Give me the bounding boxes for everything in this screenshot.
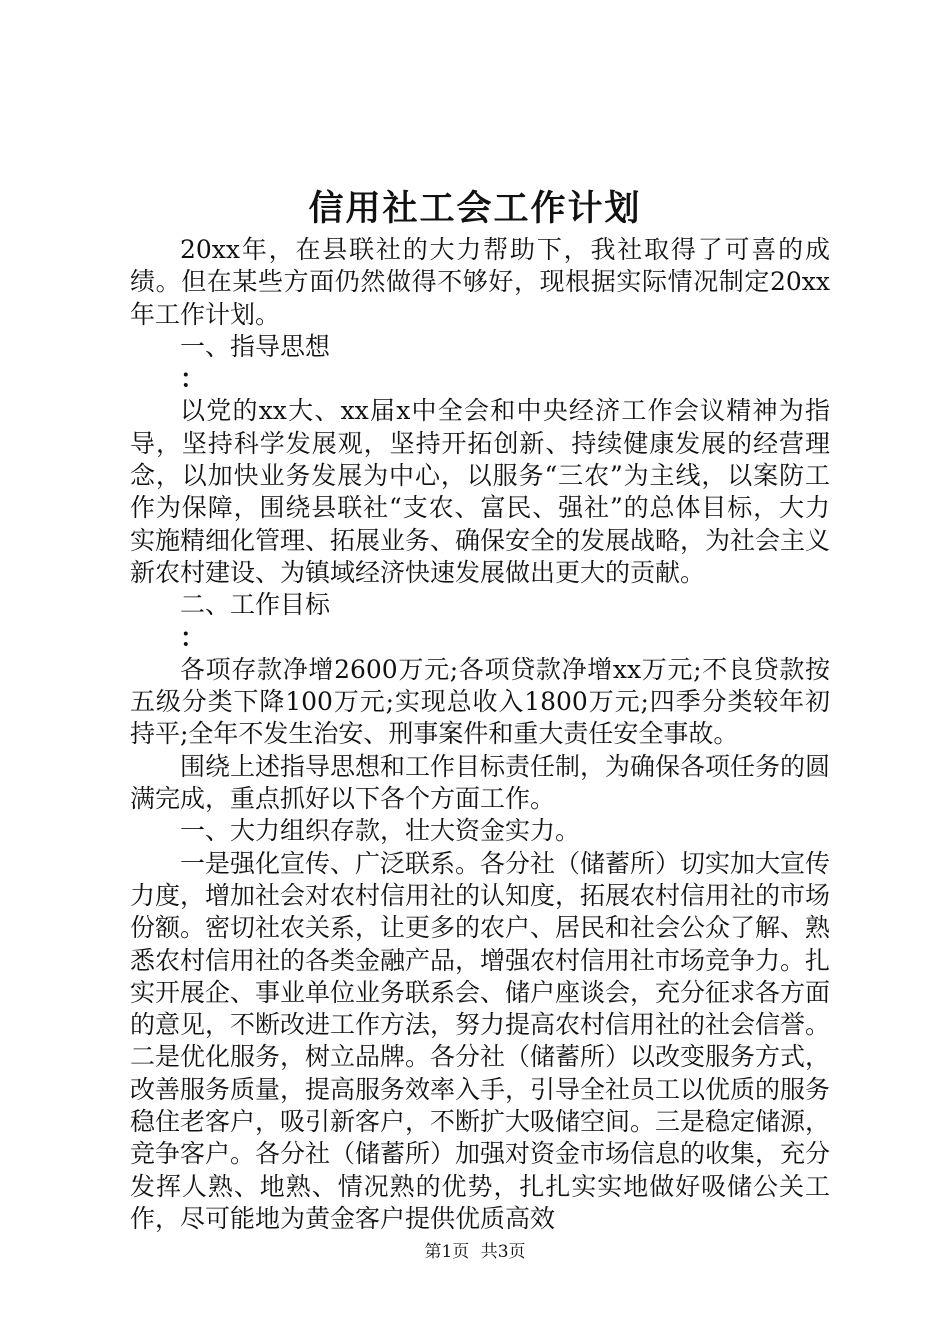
heading-deposits: 一、大力组织存款，壮大资金实力。	[180, 816, 581, 846]
page-number: 第1页	[424, 1242, 470, 1262]
heading-work-goals: 二、工作目标	[180, 590, 331, 620]
paragraph-deposits: 一是强化宣传、广泛联系。各分社（储蓄所）切实加大宣传力度，增加社会对农村信用社的认知度，拓展农村信用社的市场份额。密切社农关系，让更多的农户、居民和社会公众了解、熟悉农村信用社的各类金融产品，增强农村信用社市场竞争力。扎实开展企、事业单位业务联系会、储户座谈会，充分征求各方面的意见，不断改进工作方法，努力提高农村信用社的社会信誉。二是优化服务，树立品牌。各分社（储蓄所）以改变服务方式，改善服务质量，提高服务效率入手，引导全社员工以优质的服务稳住老客户，吸引新客户，不断扩大吸储空间。三是稳定储源，竞争客户。各分社（储蓄所）加强对资金市场信息的收集，充分发挥人熟、地熟、情况熟的优势，扎扎实实地做好吸储公关工作，尽可能地为黄金客户提供优质高效	[130, 848, 831, 1233]
paragraph-focus: 围绕上述指导思想和工作目标责任制，为确保各项任务的圆满完成，重点抓好以下各个方面工作。	[130, 751, 831, 814]
paragraph-intro: 20xx年，在县联社的大力帮助下，我社取得了可喜的成绩。但在某些方面仍然做得不够好，现根据实际情况制定20xx年工作计划。	[130, 235, 830, 329]
paragraph-work-goals: 各项存款净增2600万元;各项贷款净增xx万元;不良贷款按五级分类下降100万元;实现总收入1800万元;四季分类较年初持平;全年不发生治安、刑事案件和重大责任安全事故。	[130, 654, 830, 749]
colon-line: ：	[180, 364, 206, 394]
paragraph-guiding-ideology: 以党的xx大、xx届x中全会和中央经济工作会议精神为指导，坚持科学发展观，坚持开拓创新、持续健康发展的经营理念，以加快业务发展为中心，以服务“三农”为主线，以案防工作为保障，围绕县联社“支农、富民、强社”的总体目标，大力实施精细化管理、拓展业务、确保安全的发展战略，为社会主义新农村建设、为镇域经济快速发展做出更大的贡献。	[130, 396, 831, 587]
colon-line: ：	[180, 622, 206, 652]
document-title: 信用社工会工作计划	[308, 188, 642, 229]
page-total: 共3页	[480, 1242, 526, 1262]
document-body	[130, 234, 830, 1235]
heading-guiding-ideology: 一、指导思想	[180, 331, 331, 361]
page-footer	[0, 1240, 950, 1264]
